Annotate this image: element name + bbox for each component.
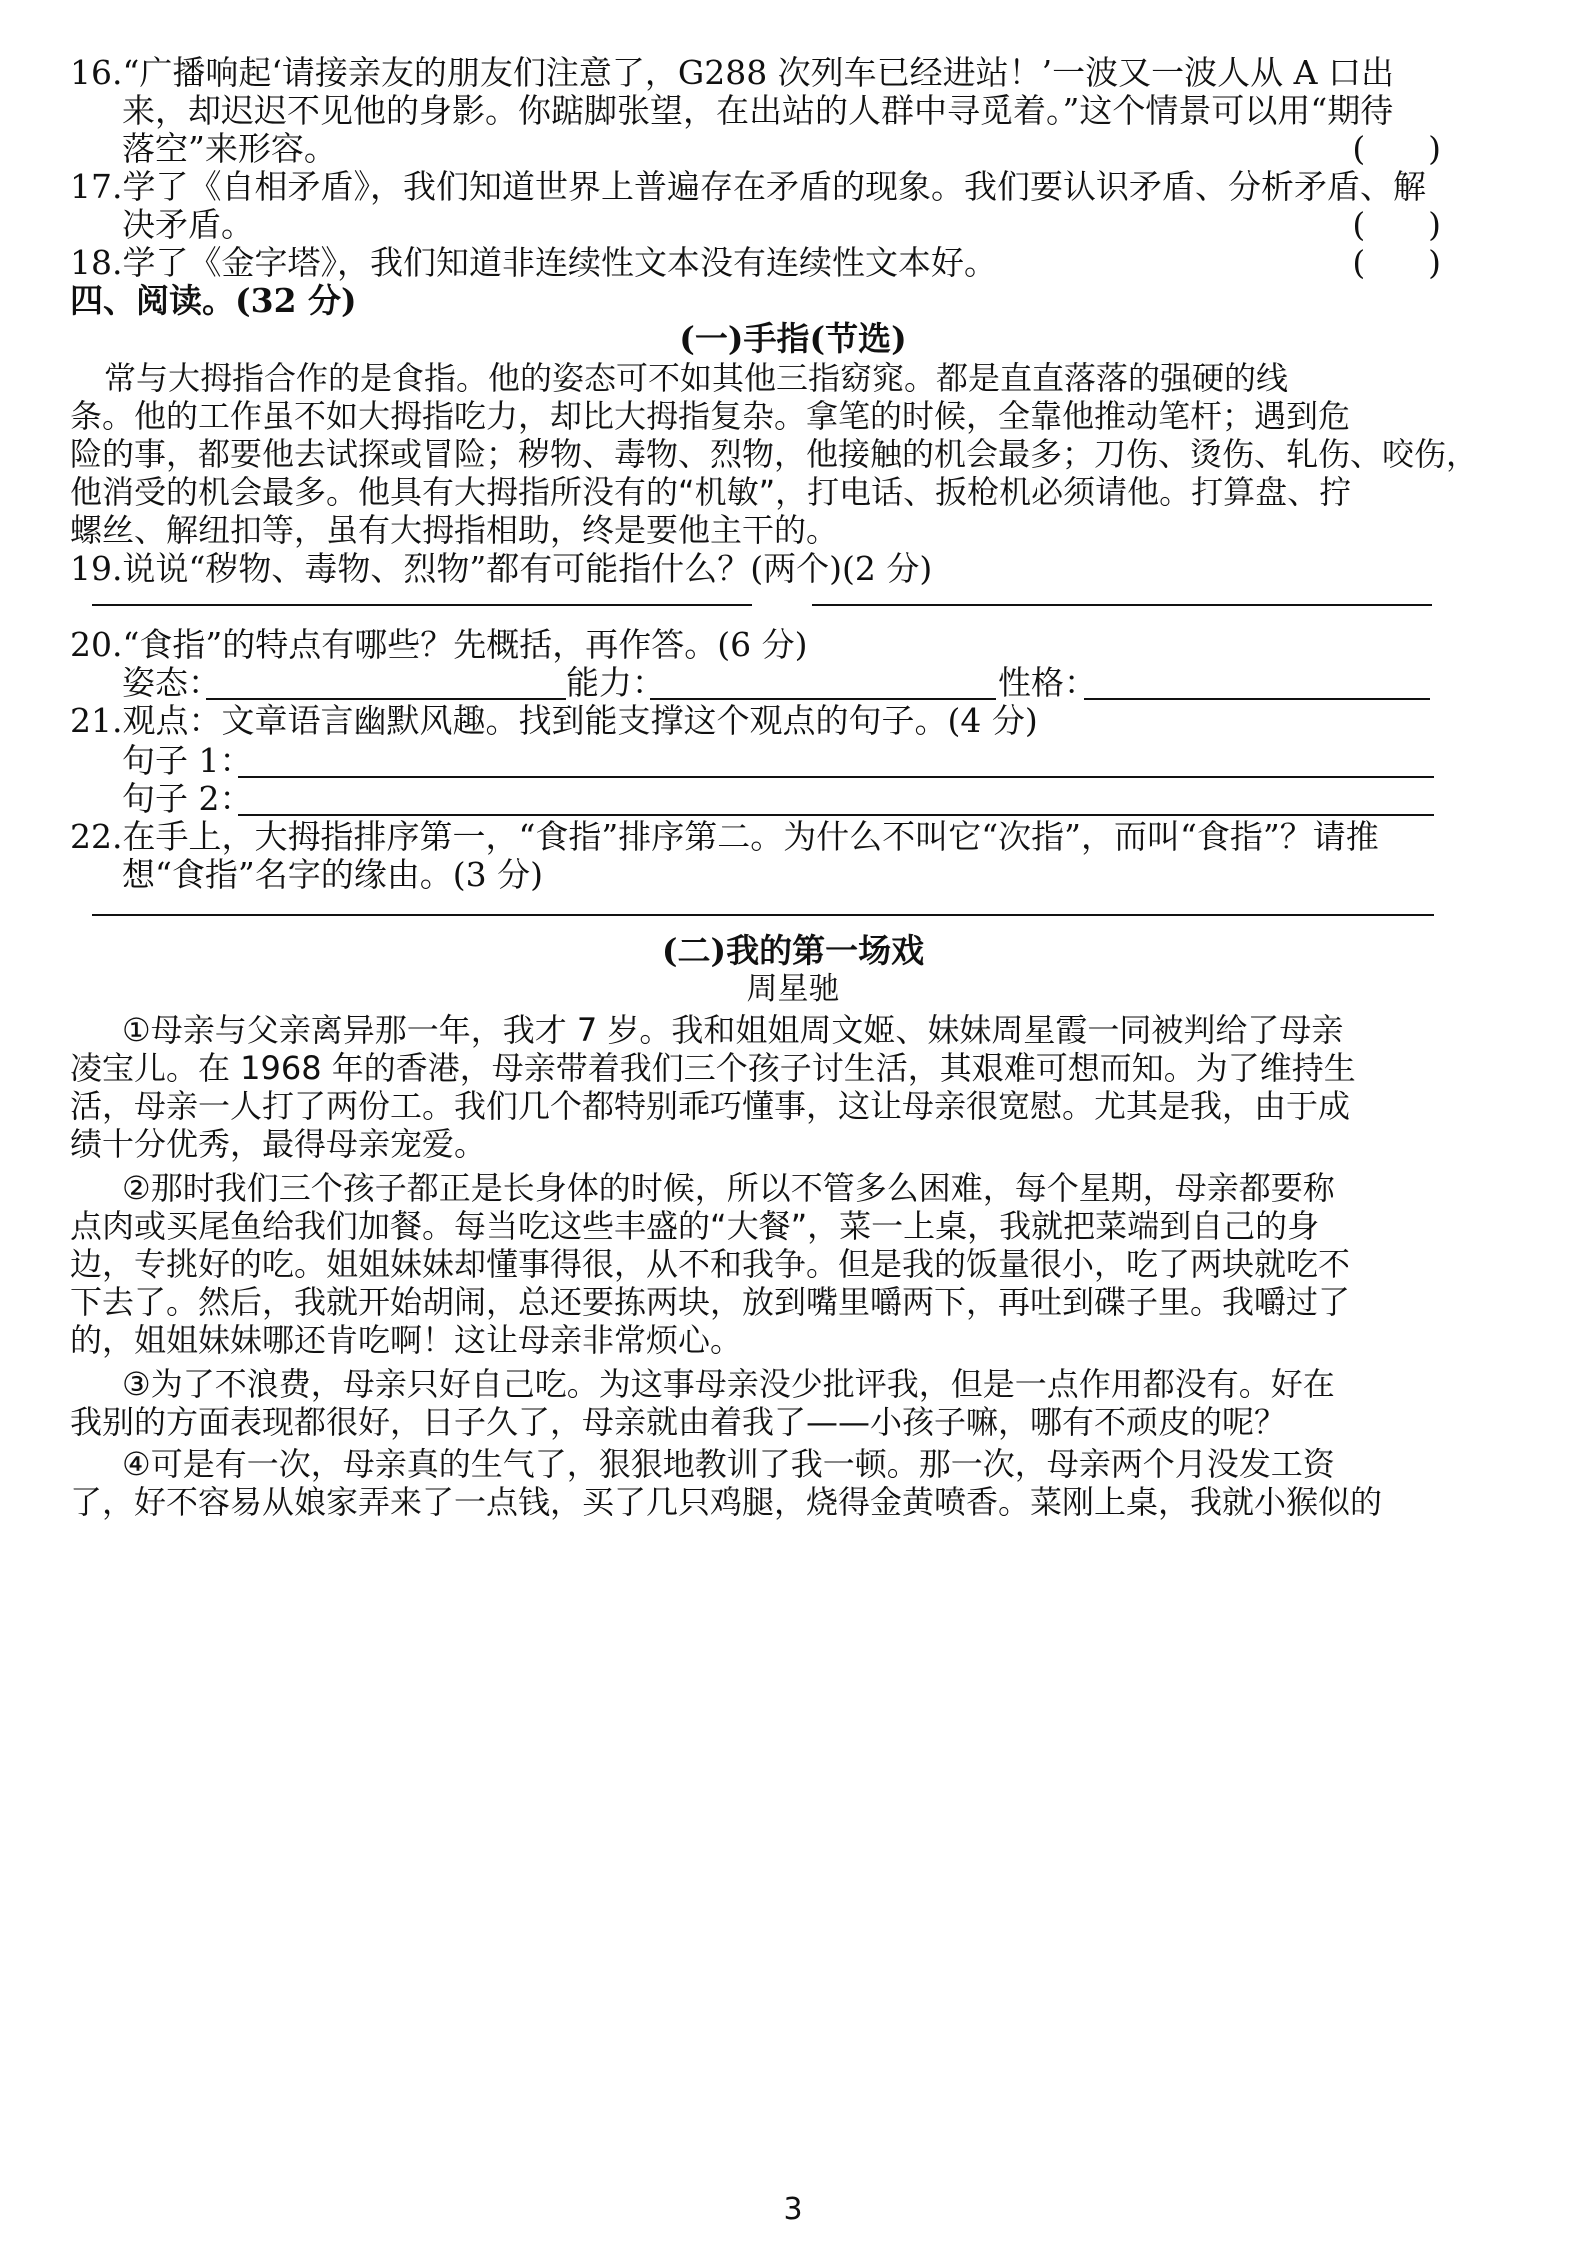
passage1-line: 他消受的机会最多。他具有大拇指所没有的“机敏”，打电话、扳枪机必须请他。打算盘、拧 <box>70 473 1352 511</box>
q19-answer-line-2[interactable] <box>812 604 1432 606</box>
q18-line-1: 18.学了《金字塔》，我们知道非连续性文本没有连续性文本好。 <box>70 243 997 282</box>
passage1-line: 险的事，都要他去试探或冒险；秽物、毒物、烈物，他接触的机会最多；刀伤、烫伤、轧伤、咬伤， <box>70 435 1479 473</box>
passage1-line: 螺丝、解纽扣等，虽有大拇指相助，终是要他主干的。 <box>70 511 839 549</box>
passage2-line: 了，好不容易从娘家弄来了一点钱，买了几只鸡腿，烧得金黄喷香。菜刚上桌，我就小猴似的 <box>70 1483 1383 1521</box>
q19-text: 19.说说“秽物、毒物、烈物”都有可能指什么？(两个)(2 分) <box>70 549 933 588</box>
passage2-line: 绩十分优秀，最得母亲宠爱。 <box>70 1125 487 1163</box>
passage1-title: (一)手指(节选) <box>679 319 907 358</box>
passage2-line: ①母亲与父亲离异那一年，我才 7 岁。我和姐姐周文姬、妹妹周星霞一同被判给了母亲 <box>122 1011 1344 1049</box>
q22-line-1: 22.在手上，大拇指排序第一，“食指”排序第二。为什么不叫它“次指”，而叫“食指”？请推 <box>70 817 1379 856</box>
q20-text: 20.“食指”的特点有哪些？先概括，再作答。(6 分) <box>70 625 808 664</box>
q21-sentence1-label: 句子 1： <box>122 741 253 780</box>
passage2-line: 的，姐姐妹妹哪还肯吃啊！这让母亲非常烦心。 <box>70 1321 743 1359</box>
q16-line-2: 来，却迟迟不见他的身影。你踮脚张望，在出站的人群中寻觅着。”这个情景可以用“期待 <box>122 91 1394 130</box>
q21-text: 21.观点：文章语言幽默风趣。找到能支撑这个观点的句子。(4 分) <box>70 701 1038 740</box>
q19-answer-line-1[interactable] <box>92 604 752 606</box>
q20-posture-input[interactable] <box>206 698 566 700</box>
passage2-line: 边，专挑好的吃。姐姐妹妹却懂事得很，从不和我争。但是我的饭量很小，吃了两块就吃不 <box>70 1245 1351 1283</box>
passage2-line: ④可是有一次，母亲真的生气了，狠狠地教训了我一顿。那一次，母亲两个月没发工资 <box>122 1445 1335 1483</box>
section-reading-title: 四、阅读。(32 分) <box>70 281 357 320</box>
q17-line-1: 17.学了《自相矛盾》，我们知道世界上普遍存在矛盾的现象。我们要认识矛盾、分析矛盾、解 <box>70 167 1426 206</box>
q21-sentence2-input[interactable] <box>238 814 1434 816</box>
passage1-line: 条。他的工作虽不如大拇指吃力，却比大拇指复杂。拿笔的时候，全靠他推动笔杆；遇到危 <box>70 397 1351 435</box>
passage2-title: (二)我的第一场戏 <box>661 931 925 970</box>
passage2-line: 下去了。然后，我就开始胡闹，总还要拣两块，放到嘴里嚼两下，再吐到碟子里。我嚼过了 <box>70 1283 1351 1321</box>
q22-answer-line[interactable] <box>92 914 1434 916</box>
q17-answer-bracket[interactable]: ( ) <box>1352 205 1441 244</box>
q21-sentence2-label: 句子 2： <box>122 779 253 818</box>
q16-answer-bracket[interactable]: ( ) <box>1352 129 1441 168</box>
passage2-author: 周星驰 <box>746 971 840 1007</box>
q18-answer-bracket[interactable]: ( ) <box>1352 243 1441 282</box>
q22-line-2: 想“食指”名字的缘由。(3 分) <box>122 855 543 894</box>
q17-line-2: 决矛盾。 <box>122 205 254 244</box>
q20-character-input[interactable] <box>1084 698 1430 700</box>
passage2-line: 活，母亲一人打了两份工。我们几个都特别乖巧懂事，这让母亲很宽慰。尤其是我，由于成 <box>70 1087 1351 1125</box>
q20-character-label: 性格： <box>998 663 1097 702</box>
passage2-line: ③为了不浪费，母亲只好自己吃。为这事母亲没少批评我，但是一点作用都没有。好在 <box>122 1365 1335 1403</box>
passage2-line: ②那时我们三个孩子都正是长身体的时候，所以不管多么困难，每个星期，母亲都要称 <box>122 1169 1335 1207</box>
passage2-line: 我别的方面表现都很好，日子久了，母亲就由着我了——小孩子嘛，哪有不顽皮的呢？ <box>70 1403 1287 1441</box>
q20-ability-label: 能力： <box>566 663 665 702</box>
passage1-line: 常与大拇指合作的是食指。他的姿态可不如其他三指窈窕。都是直直落落的强硬的线 <box>104 359 1289 397</box>
q21-sentence1-input[interactable] <box>238 776 1434 778</box>
q16-line-1: 16.“广播响起‘请接亲友的朋友们注意了，G288 次列车已经进站！’一波又一波人从 A 口出 <box>70 53 1394 92</box>
q20-posture-label: 姿态： <box>122 663 221 702</box>
passage2-line: 凌宝儿。在 1968 年的香港，母亲带着我们三个孩子讨生活，其艰难可想而知。为了维持生 <box>70 1049 1356 1087</box>
page-number: 3 <box>783 2192 803 2227</box>
q20-ability-input[interactable] <box>650 698 996 700</box>
q16-line-3: 落空”来形容。 <box>122 129 337 168</box>
passage2-line: 点肉或买尾鱼给我们加餐。每当吃这些丰盛的“大餐”，菜一上桌，我就把菜端到自己的身 <box>70 1207 1320 1245</box>
